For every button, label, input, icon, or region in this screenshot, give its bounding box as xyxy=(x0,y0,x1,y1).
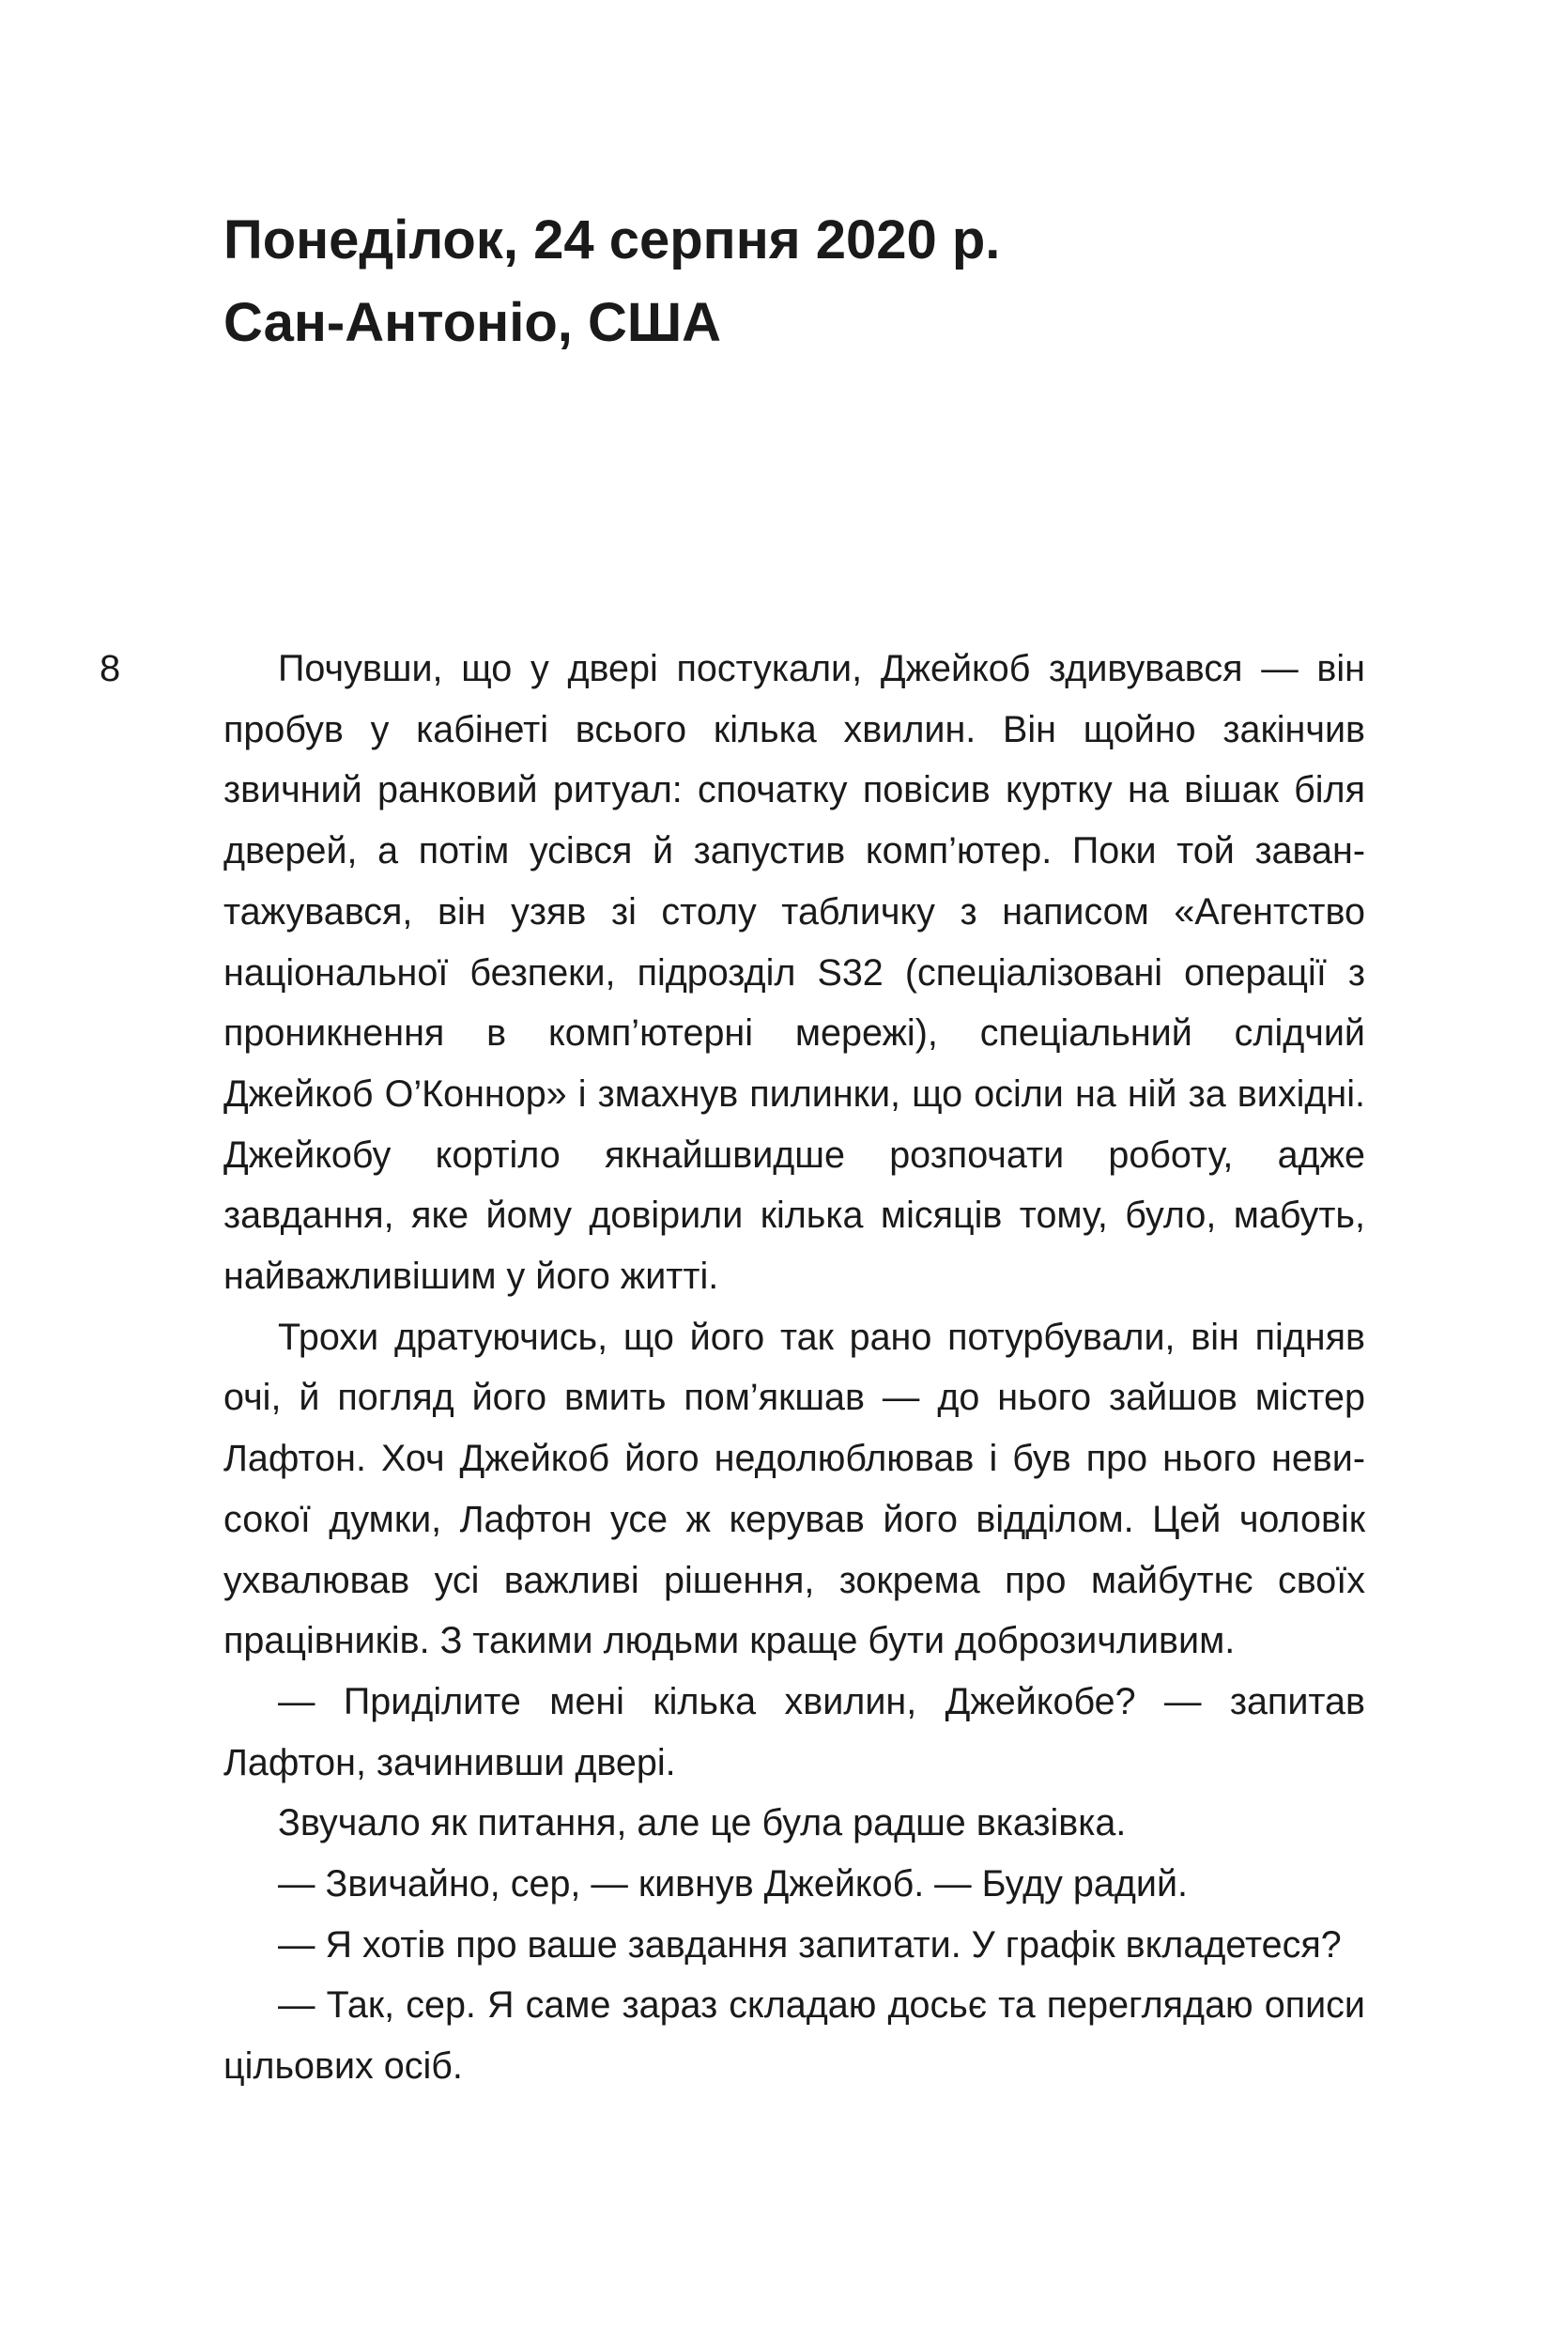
body-text xyxy=(223,639,1365,2097)
paragraph: Трохи дратуючись, що його так рано потурбували, він підняв очі, й погляд його вмить пом’якшав — до нього зайшов містер Лафтон. Хоч Джейкоб його недолюблював і був про нього невисокої думки, Лафтон усе ж керував його відділом. Цей чоловік ухвалював усі важливі рішення, зокрема про майбутнє своїх працівників. З такими людьми краще бути доброзичливим. xyxy=(223,1316,1365,1662)
heading-place-line: Сан-Антоніо, США xyxy=(223,292,722,353)
paragraph: — Так, сер. Я саме зараз складаю досьє та переглядаю описи цільових осіб. xyxy=(223,1984,1365,2088)
paragraph: — Приділите мені кілька хвилин, Джейкобе? — запитав Лафтон, зачинивши двері. xyxy=(223,1680,1365,1783)
paragraph: Почувши, що у двері постукали, Джейкоб здивувався — він пробув у кабінеті всього кілька хвилин. Він щойно закінчив звичний ранковий ритуал: спочатку повісив куртку на вішак біля дверей, а потім усівся й запустив комп’ютер. Поки той завантажувався, він узяв зі столу табличку з написом «Агентство національної безпеки, підрозділ S32 (спеціалізовані операції з проникнення в комп’ютерні мережі), спеціальний слідчий Джейкоб О’Коннор» і змахнув пилинки, що осіли на ній за вихідні. Джейкобу кортіло якнайшвидше розпочати роботу, адже завдання, яке йому довірили кілька місяців тому, було, мабуть, найважливішим у його житті. xyxy=(223,648,1365,1298)
paragraph: — Я хотів про ваше завдання запитати. У графік вкладетеся? xyxy=(278,1923,1342,1966)
paragraph: — Звичайно, сер, — кивнув Джейкоб. — Буду радий. xyxy=(278,1863,1188,1905)
paragraph: Звучало як питання, але це була радше вказівка. xyxy=(278,1802,1127,1844)
page-number: 8 xyxy=(100,648,121,689)
chapter-heading xyxy=(223,199,1350,364)
heading-date-line: Понеділок, 24 серпня 2020 р. xyxy=(223,209,1001,270)
